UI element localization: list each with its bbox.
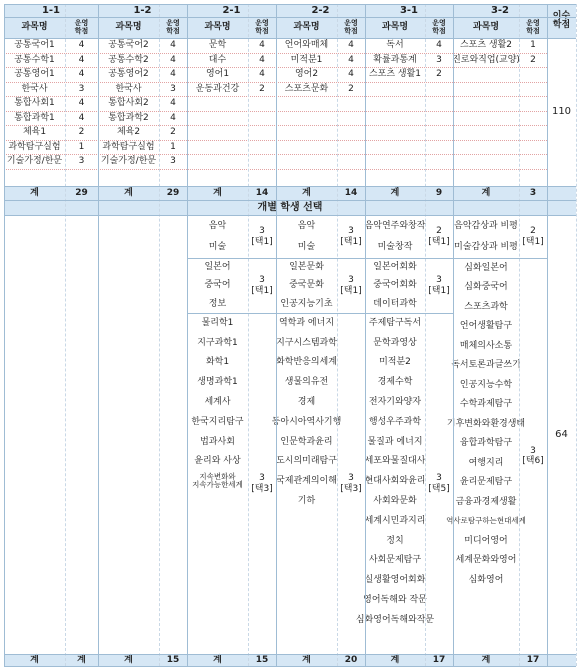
elective-subject: 전자기와양자 [368, 396, 422, 407]
elective-credit: 3 [택1] [428, 275, 450, 296]
elective-subject: 행성우주과학 [368, 416, 422, 427]
subject-credit: 4 [259, 69, 265, 80]
elective-subject: 물질과 에너지 [367, 436, 423, 447]
elective-subject: 심화영어독해와작문 [355, 614, 435, 625]
total-label: 계 [276, 186, 337, 200]
subject-credit: 2 [348, 83, 354, 94]
elective-subject: 실생활영어회화 [364, 575, 426, 586]
total-label: 계 [98, 186, 159, 200]
subject-credit: 1 [530, 40, 536, 51]
elective-subject: 음악연주와창작 [364, 220, 426, 231]
subject-credit: 2 [170, 127, 176, 138]
grid-line-v [187, 4, 188, 666]
subject-credit: 4 [170, 98, 176, 109]
elective-subject: 윤리와 사상 [194, 456, 241, 467]
subject-credit: 4 [170, 69, 176, 80]
grid-line-h [4, 666, 576, 667]
elective-subject: 경제수학 [377, 377, 413, 388]
subject-col-header: 과목명 [276, 17, 337, 38]
elective-subject: 생물의유전 [284, 377, 329, 388]
elective-subject: 일본어 [204, 261, 231, 272]
subject-col-header: 과목명 [187, 17, 248, 38]
subject-name: 운동과건강 [195, 83, 240, 94]
elective-subject: 일본문화 [289, 261, 324, 272]
subject-name: 과학탐구실험 [8, 141, 61, 152]
elective-subject: 세계문화와영어 [455, 555, 517, 566]
subject-name: 통합과학2 [108, 112, 149, 123]
grid-line-v [576, 4, 577, 666]
subject-name: 미적분1 [290, 54, 323, 65]
total-label: 계 [4, 186, 65, 200]
subject-name: 스포츠 생활1 [368, 69, 422, 80]
subject-name: 통합과학1 [14, 112, 55, 123]
elective-subject: 언어생활탐구 [459, 321, 513, 332]
semester-total: 29 [159, 186, 187, 200]
elective-subject: 문학과영상 [373, 337, 417, 348]
elective-subject: 심화일본어 [464, 262, 508, 273]
elective-subject: 독서토론과글쓰기 [451, 360, 521, 371]
elective-subject: 일본어회화 [373, 261, 417, 272]
subject-credit: 4 [259, 40, 265, 51]
subject-credit: 4 [170, 54, 176, 65]
total-label: 계 [365, 186, 425, 200]
subject-credit: 4 [78, 98, 85, 109]
semester-total: 14 [337, 186, 365, 200]
elective-subject: 현대사회와윤리 [364, 476, 426, 487]
elective-subject: 인공지능기초 [280, 298, 333, 309]
grid-line-h [187, 258, 547, 259]
elective-credit-total: 64 [555, 428, 568, 440]
subject-name: 공통수학1 [14, 54, 55, 65]
subject-credit: 4 [170, 112, 176, 123]
total-label: 계 [453, 186, 519, 200]
credit-col-header: 운영 학점 [425, 17, 453, 38]
subject-name: 스포츠문화 [284, 83, 329, 94]
elective-subject: 세포와물질대사 [364, 456, 426, 467]
elective-credit: 2 [택1] [522, 226, 544, 247]
elective-subject: 미술 [208, 242, 227, 253]
subject-col-header: 과목명 [453, 17, 519, 38]
elective-total: 계 [65, 654, 98, 666]
elective-subject: 정치 [386, 535, 404, 546]
elective-total: 계 [187, 654, 248, 666]
elective-subject: 생명과학1 [197, 377, 238, 388]
elective-subject: 음악 [297, 220, 316, 231]
elective-subject: 음악 [208, 220, 227, 231]
grid-line-v [425, 4, 426, 666]
grid-line-h [4, 38, 576, 39]
subject-name: 과학탐구실험 [102, 141, 155, 152]
elective-credit: 3 [택1] [340, 226, 362, 247]
elective-subject: 화학반응의세계 [276, 357, 337, 368]
elective-total: 계 [276, 654, 337, 666]
elective-subject: 역학과 에너지 [278, 317, 335, 328]
grid-line-v [519, 4, 520, 666]
grid-line-v [65, 4, 66, 666]
elective-subject: 법과사회 [200, 436, 235, 447]
grid-line-h [4, 215, 576, 216]
subject-name: 스포츠 생활2 [459, 40, 513, 51]
total-blank [547, 654, 576, 666]
grid-line-h [4, 200, 576, 201]
subject-col-header: 과목명 [4, 17, 65, 38]
subject-credit: 4 [78, 112, 85, 123]
elective-subject: 한국지리탐구 [191, 416, 244, 427]
subject-name: 공통영어1 [14, 69, 55, 80]
grid-line-v [365, 4, 366, 666]
elective-total: 17 [519, 654, 547, 666]
section-title: 개별 학생 선택 [4, 200, 576, 215]
total-label: 계 [187, 186, 248, 200]
grid-line-h [4, 654, 576, 655]
subject-credit: 2 [530, 54, 536, 65]
elective-total: 15 [248, 654, 276, 666]
semester-header: 2-2 [276, 4, 365, 17]
elective-subject: 지속변화와 지속가능한세계 [192, 471, 243, 490]
elective-subject: 인문학과윤리 [280, 436, 333, 447]
elective-subject: 심화중국어 [464, 282, 508, 293]
grid-line-h [4, 186, 576, 187]
subject-name: 영어1 [205, 69, 230, 80]
semester-header: 1-1 [4, 4, 98, 17]
semester-header: 3-2 [453, 4, 547, 17]
elective-subject: 영어독해와 작문 [363, 594, 427, 605]
subject-credit: 4 [78, 54, 85, 65]
grid-line-v [453, 4, 454, 666]
grid-line-v [337, 4, 338, 666]
subject-credit: 2 [259, 83, 265, 94]
elective-subject: 매체의사소통 [459, 340, 513, 351]
elective-subject: 화학1 [205, 357, 230, 368]
semester-total: 14 [248, 186, 276, 200]
elective-subject: 데이터과학 [373, 298, 417, 309]
elective-subject: 수학과제탐구 [459, 399, 513, 410]
subject-credit: 2 [436, 69, 442, 80]
elective-total: 계 [98, 654, 159, 666]
elective-credit: 3 [택5] [428, 473, 450, 494]
subject-credit: 4 [78, 69, 85, 80]
common-credit-total: 110 [551, 106, 572, 118]
elective-credit: 3 [택1] [340, 275, 362, 296]
subject-name: 영어2 [294, 69, 319, 80]
grid-line-h [4, 17, 576, 18]
subject-credit: 4 [170, 40, 176, 51]
elective-subject: 심화영어 [468, 574, 504, 585]
elective-subject: 정보 [208, 298, 227, 309]
credit-col-header: 운영 학점 [248, 17, 276, 38]
elective-subject: 중국어 [204, 280, 231, 291]
elective-subject: 금융과경제생활 [455, 496, 517, 507]
subject-name: 체육1 [22, 127, 47, 138]
subject-name: 공통영어2 [108, 69, 149, 80]
grid-line-v [248, 4, 249, 666]
credit-col-header: 운영 학점 [159, 17, 187, 38]
subject-name: 문학 [208, 40, 227, 51]
elective-subject: 세계시민과지리 [364, 515, 426, 526]
elective-subject: 미술 [297, 242, 316, 253]
elective-subject: 여행지리 [468, 457, 504, 468]
subject-credit: 1 [170, 141, 176, 152]
elective-subject: 융합과학탐구 [459, 438, 513, 449]
subject-name: 확률과통계 [373, 54, 417, 65]
elective-subject: 중국어회화 [373, 280, 417, 291]
subject-name: 기술가정/한문 [6, 156, 63, 167]
elective-total: 20 [337, 654, 365, 666]
elective-subject: 윤리문제탐구 [459, 477, 513, 488]
elective-subject: 인공지능수학 [459, 379, 513, 390]
elective-subject: 미디어영어 [464, 535, 508, 546]
grid-line-v [276, 4, 277, 666]
subject-credit: 4 [436, 40, 442, 51]
subject-credit: 2 [78, 127, 85, 138]
elective-subject: 스포츠과학 [464, 301, 508, 312]
elective-credit: 3 [택1] [251, 226, 273, 247]
subject-credit: 4 [259, 54, 265, 65]
elective-subject: 기하 [297, 495, 316, 506]
grid-line-v [159, 4, 160, 666]
semester-header: 2-1 [187, 4, 276, 17]
credit-col-header: 운영 학점 [65, 17, 98, 38]
elective-subject: 기후변화와환경생태 [446, 418, 526, 429]
subject-credit: 3 [170, 156, 176, 167]
elective-total: 15 [159, 654, 187, 666]
grid-line-v [547, 4, 548, 666]
elective-subject: 동아시아역사기행 [271, 416, 342, 427]
subject-col-header: 과목명 [98, 17, 159, 38]
subject-name: 공통국어2 [108, 40, 149, 51]
subject-credit: 4 [78, 40, 85, 51]
subject-name: 기술가정/한문 [100, 156, 157, 167]
subject-credit: 3 [170, 83, 176, 94]
grid-line-h [4, 4, 576, 5]
semester-total: 9 [425, 186, 453, 200]
elective-credit: 3 [택3] [251, 473, 273, 494]
grid-line-h [187, 313, 453, 314]
subject-name: 공통수학2 [108, 54, 149, 65]
subject-name: 통합사회1 [14, 98, 55, 109]
subject-credit: 4 [348, 54, 354, 65]
elective-subject: 미적분2 [379, 357, 411, 368]
elective-total: 계 [365, 654, 425, 666]
elective-subject: 도시의미래탐구 [276, 456, 337, 467]
subject-credit: 4 [348, 69, 354, 80]
elective-subject: 세계사 [204, 396, 231, 407]
elective-subject: 중국문화 [289, 280, 324, 291]
subject-credit: 1 [78, 141, 85, 152]
grid-line-v [98, 4, 99, 666]
elective-total: 계 [4, 654, 65, 666]
subject-name: 진로와직업(교양) [452, 54, 520, 65]
elective-total: 17 [425, 654, 453, 666]
elective-subject: 역사로탐구하는현대세계 [446, 515, 526, 525]
subject-credit: 3 [78, 83, 85, 94]
grid-line-v [4, 4, 5, 666]
subject-name: 독서 [386, 40, 404, 51]
semester-total: 3 [519, 186, 547, 200]
elective-subject: 주제탐구독서 [368, 317, 422, 328]
total-blank [547, 186, 576, 200]
elective-subject: 지구과학1 [197, 337, 238, 348]
completion-credit-header: 이수 학점 [547, 4, 576, 38]
elective-credit: 3 [택6] [522, 445, 544, 466]
elective-subject: 사회와문화 [373, 495, 417, 506]
elective-subject: 음악감상과 비평 [454, 220, 518, 231]
subject-credit: 4 [348, 40, 354, 51]
subject-name: 체육2 [116, 127, 141, 138]
total-label: 계 [453, 654, 519, 666]
elective-subject: 국제관계의이해 [276, 476, 337, 487]
semester-total: 29 [65, 186, 98, 200]
elective-subject: 미술감상과 비평 [454, 242, 518, 253]
elective-subject: 물리학1 [201, 317, 234, 328]
elective-subject: 지구시스템과학 [276, 337, 337, 348]
subject-name: 대수 [208, 54, 227, 65]
subject-credit: 3 [436, 54, 442, 65]
elective-subject: 경제 [297, 396, 316, 407]
elective-subject: 미술창작 [377, 242, 413, 253]
elective-credit: 3 [택1] [251, 275, 273, 296]
semester-header: 3-1 [365, 4, 453, 17]
credit-col-header: 운영 학점 [337, 17, 365, 38]
subject-name: 언어와매체 [284, 40, 329, 51]
elective-credit: 3 [택3] [340, 473, 362, 494]
subject-name: 한국사 [115, 83, 142, 94]
elective-credit: 2 [택1] [428, 226, 450, 247]
elective-subject: 사회문제탐구 [368, 555, 422, 566]
subject-name: 공통국어1 [14, 40, 55, 51]
subject-credit: 3 [78, 156, 85, 167]
subject-col-header: 과목명 [365, 17, 425, 38]
semester-header: 1-2 [98, 4, 187, 17]
subject-name: 통합사회2 [108, 98, 149, 109]
subject-name: 한국사 [21, 83, 48, 94]
credit-col-header: 운영 학점 [519, 17, 547, 38]
